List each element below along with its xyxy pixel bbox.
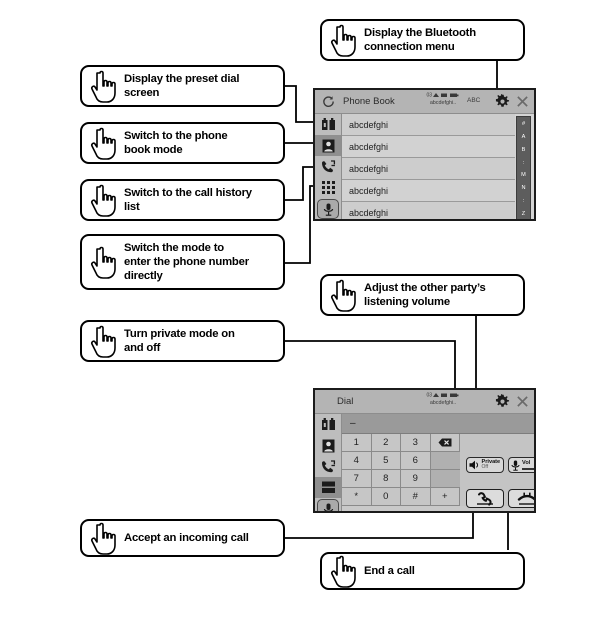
- backspace-icon: [438, 438, 452, 447]
- callout-end-call: [320, 552, 525, 590]
- alpha-index-entry[interactable]: A: [521, 134, 526, 141]
- handset-hangup-icon: [516, 492, 536, 506]
- callout-line: Adjust the other party’s: [364, 281, 486, 294]
- sidebar-item-preset-dial[interactable]: [315, 114, 341, 135]
- callout-line: book mode: [124, 144, 183, 156]
- sidebar-item-keypad[interactable]: [315, 177, 341, 198]
- sync-icon[interactable]: [322, 95, 335, 108]
- callout-line: and off: [124, 342, 161, 354]
- callout-accept-call: [80, 519, 285, 557]
- close-icon[interactable]: [516, 395, 529, 408]
- status-indicator: [411, 392, 475, 407]
- end-call-button[interactable]: [508, 489, 536, 508]
- callout-line: End a call: [364, 564, 415, 577]
- volume-level-bar[interactable]: [522, 468, 536, 471]
- speaker-icon: [469, 460, 480, 470]
- callout-text: [124, 241, 249, 284]
- callout-direct-number-entry: [80, 234, 285, 290]
- list-item[interactable]: abcdefghi: [342, 202, 515, 221]
- callout-listening-volume: [320, 274, 525, 316]
- phonebook-side-rail: [315, 114, 342, 221]
- callout-line: Turn private mode on: [124, 327, 235, 340]
- sidebar-item-voice[interactable]: [317, 499, 339, 513]
- list-item[interactable]: abcdefghi: [342, 114, 515, 136]
- dial-title: Dial: [337, 396, 354, 407]
- list-item[interactable]: abcdefghi: [342, 136, 515, 158]
- sidebar-item-call-history[interactable]: [315, 156, 341, 177]
- status-device-name: abcdefghi..: [429, 100, 457, 107]
- gear-icon[interactable]: [495, 394, 510, 409]
- alpha-index-entry[interactable]: N: [521, 185, 526, 192]
- callout-line: Switch the mode to: [124, 241, 224, 254]
- dial-body: [315, 414, 534, 513]
- alpha-index-entry[interactable]: :: [522, 159, 525, 166]
- list-item[interactable]: abcdefghi: [342, 180, 515, 202]
- dial-screen: [313, 388, 536, 513]
- phonebook-body: [315, 114, 534, 221]
- pointing-hand-icon: [88, 126, 118, 160]
- pointing-hand-icon: [88, 69, 118, 103]
- keypad-icon: [322, 181, 335, 194]
- dial-title-bar: [315, 390, 534, 414]
- sidebar-item-call-history[interactable]: [315, 456, 341, 477]
- key-blank: [431, 470, 461, 488]
- signal-battery-icons: [433, 92, 459, 98]
- callout-line: connection menu: [364, 41, 455, 53]
- sidebar-item-phonebook[interactable]: [315, 135, 341, 156]
- callout-line: Display the Bluetooth: [364, 26, 476, 39]
- pointing-hand-icon: [88, 521, 118, 555]
- key-7[interactable]: 7: [342, 470, 372, 488]
- callout-bluetooth-menu: [320, 19, 525, 61]
- callout-call-history: [80, 179, 285, 221]
- alpha-index-entry[interactable]: :: [522, 197, 525, 204]
- key-8[interactable]: 8: [372, 470, 402, 488]
- dial-lower-area: [342, 434, 534, 506]
- callout-line: directly: [124, 270, 163, 283]
- callout-line: listening volume: [364, 296, 450, 308]
- callout-phone-book-mode: [80, 122, 285, 164]
- pointing-hand-icon: [328, 278, 358, 312]
- microphone-icon: [511, 460, 520, 471]
- input-mode-label: ABC: [467, 97, 481, 104]
- callout-text: [124, 129, 228, 157]
- status-signal-line: [411, 92, 475, 99]
- volume-label: Vol: [522, 460, 531, 466]
- callout-line: Switch to the phone: [124, 129, 228, 142]
- key-0[interactable]: 0: [372, 488, 402, 506]
- handset-pickup-icon: [474, 492, 496, 506]
- callout-text: [364, 564, 415, 578]
- alpha-index-entry[interactable]: M: [521, 172, 526, 179]
- dial-main: [342, 414, 534, 513]
- pointing-hand-icon: [328, 23, 358, 57]
- microphone-icon: [323, 503, 334, 514]
- pointing-hand-icon: [88, 324, 118, 358]
- dial-side-rail: [315, 414, 342, 513]
- alpha-index-entry[interactable]: B: [521, 146, 526, 153]
- callout-private-mode: [80, 320, 285, 362]
- phonebook-title: Phone Book: [343, 96, 395, 107]
- pointing-hand-icon: [88, 183, 118, 217]
- callout-line: screen: [124, 87, 160, 99]
- callout-text: [124, 186, 252, 214]
- callout-line: Display the preset dial: [124, 72, 240, 85]
- key-hash[interactable]: #: [401, 488, 431, 506]
- private-mode-button[interactable]: [466, 457, 504, 473]
- sidebar-item-phonebook[interactable]: [315, 435, 341, 456]
- phonebook-screen: [313, 88, 536, 221]
- signal-battery-icons: [433, 392, 459, 398]
- phonebook-icon: [322, 139, 335, 153]
- callout-text: [124, 327, 235, 355]
- key-1[interactable]: 1: [342, 434, 372, 452]
- callout-text: [124, 72, 239, 100]
- list-item[interactable]: abcdefghi: [342, 158, 515, 180]
- callout-line: Switch to the call history: [124, 186, 252, 199]
- microphone-icon: [323, 203, 334, 216]
- alphabet-index[interactable]: [516, 116, 531, 221]
- gear-icon[interactable]: [495, 94, 510, 109]
- key-5[interactable]: 5: [372, 452, 402, 470]
- callout-text: [124, 531, 249, 545]
- private-label: Private: [481, 459, 501, 466]
- volume-button[interactable]: [508, 457, 536, 473]
- callout-line: enter the phone number: [124, 255, 249, 268]
- pointing-hand-icon: [88, 245, 118, 279]
- close-icon[interactable]: [516, 95, 529, 108]
- callout-line: Accept an incoming call: [124, 531, 249, 544]
- status-signal-line: [411, 392, 475, 399]
- sidebar-item-preset-dial[interactable]: [315, 414, 341, 435]
- key-star[interactable]: *: [342, 488, 372, 506]
- alpha-index-entry[interactable]: #: [521, 121, 526, 128]
- phonebook-rows: [342, 114, 515, 221]
- preset-dial-icon: [321, 418, 336, 432]
- backspace-button[interactable]: [431, 434, 461, 452]
- phonebook-list: [342, 114, 534, 221]
- sidebar-item-voice[interactable]: [317, 199, 339, 219]
- callout-text: [364, 281, 486, 309]
- pointing-hand-icon: [328, 554, 358, 588]
- keypad-icon: [322, 481, 335, 494]
- status-number: 03: [426, 92, 433, 99]
- status-indicator: [411, 92, 475, 107]
- dial-action-pane: [460, 434, 534, 506]
- phonebook-icon: [322, 439, 335, 453]
- preset-dial-icon: [321, 118, 336, 132]
- callout-text: [364, 26, 476, 54]
- key-2[interactable]: 2: [372, 434, 402, 452]
- accept-call-button[interactable]: [466, 489, 504, 508]
- phonebook-title-bar: [315, 90, 534, 114]
- callout-preset-dial: [80, 65, 285, 107]
- key-3[interactable]: 3: [401, 434, 431, 452]
- status-device-name: abcdefghi..: [429, 400, 457, 407]
- dial-number-display[interactable]: –: [342, 414, 534, 434]
- private-state: Off: [481, 464, 489, 471]
- key-4[interactable]: 4: [342, 452, 372, 470]
- callout-line: list: [124, 201, 140, 213]
- key-plus[interactable]: +: [431, 488, 461, 506]
- dial-keypad: [342, 434, 460, 506]
- key-6[interactable]: 6: [401, 452, 431, 470]
- key-9[interactable]: 9: [401, 470, 431, 488]
- sidebar-item-keypad[interactable]: [315, 477, 341, 498]
- key-blank: [431, 452, 461, 470]
- alpha-index-entry[interactable]: Z: [521, 210, 526, 217]
- call-history-icon: [320, 460, 336, 474]
- call-history-icon: [320, 160, 336, 174]
- status-number: 03: [426, 392, 433, 399]
